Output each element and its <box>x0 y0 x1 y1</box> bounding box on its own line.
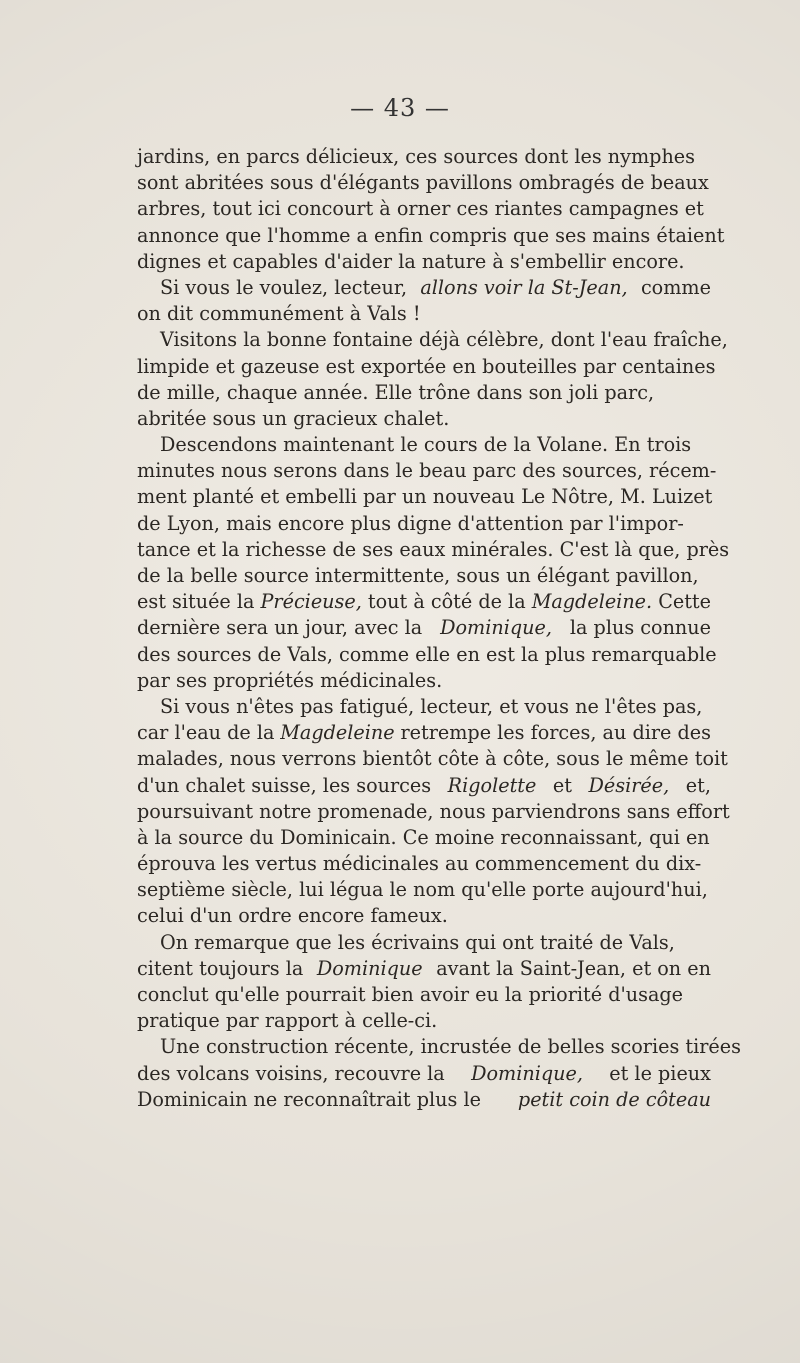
text-line-12: Descendons maintenant le cours de la Volane. En trois <box>160 433 692 457</box>
text-line-13: minutes nous serons dans le beau parc des sources, récem- <box>137 459 717 483</box>
text-fragment: tout à côté de la <box>367 590 526 614</box>
text-fragment: Cette <box>658 590 711 614</box>
text-fragment: la plus connue <box>569 616 711 640</box>
text-line-14: ment planté et embelli par un nouveau Le Nôtre, M. Luizet <box>137 485 713 509</box>
text-line-23 <box>137 720 711 746</box>
text-line-31: On remarque que les écrivains qui ont traité de Vals, <box>160 930 675 954</box>
text-line-21: par ses propriétés médicinales. <box>137 668 443 692</box>
text-line-26: poursuivant notre promenade, nous parviendrons sans effort <box>137 799 730 823</box>
text-fragment: et le pieux <box>609 1061 711 1085</box>
body-text <box>137 144 741 1113</box>
text-line-34: pratique par rapport à celle-ci. <box>137 1009 438 1033</box>
text-line-3: arbres, tout ici concourt à orner ces riantes campagnes et <box>137 197 704 221</box>
text-line-27: à la source du Dominicain. Ce moine reconnaissant, qui en <box>137 825 710 849</box>
text-fragment: car l'eau de la <box>137 721 275 745</box>
text-line-17: de la belle source intermittente, sous un élégant pavillon, <box>137 564 699 587</box>
italic-text: Dominique <box>316 956 423 980</box>
italic-text: Dominique, <box>471 1061 583 1085</box>
text-fragment: comme <box>640 275 711 299</box>
italic-text: Magdeleine <box>280 721 395 745</box>
text-line-9: limpide et gazeuse est exportée en bouteilles par centaines <box>137 354 716 378</box>
text-line-16: tance et la richesse de ses eaux minérales. C'est là que, près <box>137 537 730 561</box>
text-line-19 <box>137 615 711 641</box>
text-line-7: on dit communément à Vals ! <box>137 302 421 326</box>
text-fragment: Dominicain ne reconnaîtrait plus le <box>137 1087 481 1111</box>
text-fragment: retrempe les forces, au dire des <box>400 721 711 745</box>
text-fragment: et <box>552 773 572 797</box>
text-line-36 <box>137 1061 711 1087</box>
text-fragment: avant la Saint-Jean, et on en <box>436 956 711 980</box>
text-line-11: abritée sous un gracieux chalet. <box>137 406 450 430</box>
text-line-32 <box>137 956 711 982</box>
italic-text: allons voir la St-Jean, <box>420 275 628 299</box>
text-line-5: dignes et capables d'aider la nature à s'embellir encore. <box>137 249 685 273</box>
text-fragment: d'un chalet suisse, les sources <box>137 773 432 797</box>
text-fragment: Si vous le voulez, lecteur, <box>160 275 408 299</box>
text-line-15: de Lyon, mais encore plus digne d'attention par l'impor- <box>137 511 684 535</box>
text-line-8: Visitons la bonne fontaine déjà célèbre, dont l'eau fraîche, <box>160 328 728 352</box>
italic-text: Désirée, <box>588 773 670 797</box>
text-line-18 <box>137 589 711 615</box>
italic-text: Magdeleine. <box>531 590 653 614</box>
text-fragment: des volcans voisins, recouvre la <box>137 1061 445 1085</box>
text-line-4: annonce que l'homme a enfin compris que ses mains étaient <box>137 223 725 247</box>
text-line-6 <box>137 275 711 301</box>
text-fragment: dernière sera un jour, avec la <box>137 616 423 640</box>
text-line-29: septième siècle, lui légua le nom qu'elle porte aujourd'hui, <box>137 878 708 902</box>
italic-text: Dominique, <box>440 616 552 640</box>
text-line-22: Si vous n'êtes pas fatigué, lecteur, et vous ne l'êtes pas, <box>160 694 703 718</box>
text-line-28: éprouva les vertus médicinales au commencement du dix- <box>137 852 702 876</box>
text-line-2: sont abritées sous d'élégants pavillons ombragés de beaux <box>137 171 709 195</box>
text-line-24: malades, nous verrons bientôt côte à côte, sous le même toit <box>137 747 728 771</box>
text-fragment: est située la <box>137 590 255 614</box>
text-line-37 <box>137 1087 711 1113</box>
page-number: — 43 — <box>350 94 450 122</box>
text-line-10: de mille, chaque année. Elle trône dans son joli parc, <box>137 380 655 404</box>
text-line-20: des sources de Vals, comme elle en est la plus remarquable <box>137 642 717 666</box>
text-line-30: celui d'un ordre encore fameux. <box>137 904 448 928</box>
italic-text: petit coin de côteau <box>517 1087 711 1111</box>
italic-text: Rigolette <box>447 773 537 797</box>
text-line-33: conclut qu'elle pourrait bien avoir eu la priorité d'usage <box>137 983 684 1006</box>
text-line-1: jardins, en parcs délicieux, ces sources dont les nymphes <box>137 145 696 168</box>
italic-text: Précieuse, <box>260 590 362 614</box>
text-line-25 <box>137 773 711 799</box>
text-fragment: et, <box>685 773 711 797</box>
text-line-35: Une construction récente, incrustée de belles scories tirées <box>160 1035 741 1059</box>
text-fragment: citent toujours la <box>137 956 304 980</box>
